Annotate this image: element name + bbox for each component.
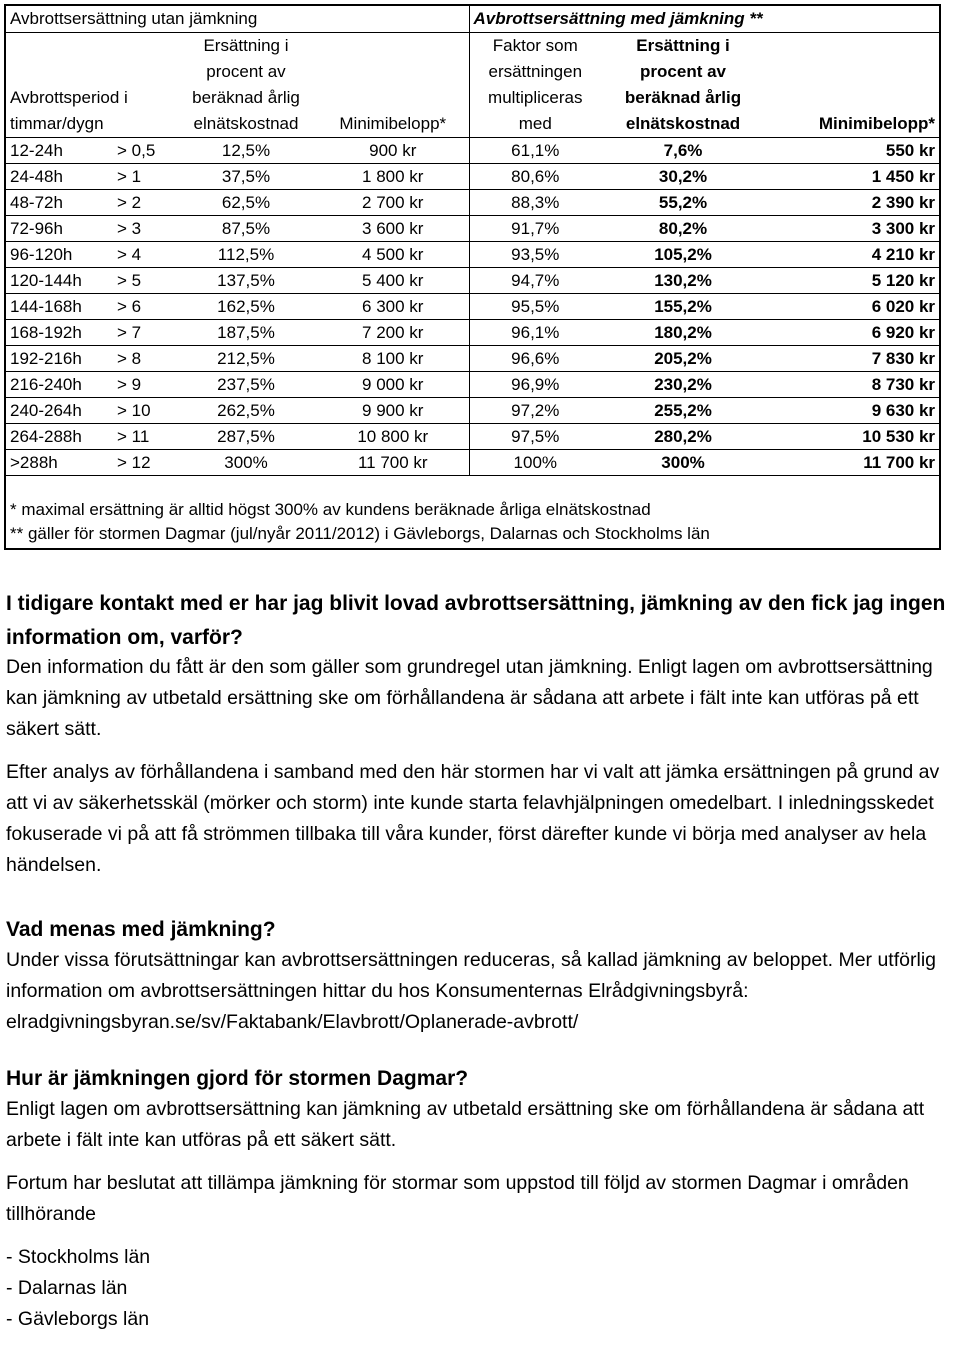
table-cell: 6 020 kr	[765, 294, 940, 320]
table-cell: 4 210 kr	[765, 242, 940, 268]
answer-paragraph: Under vissa förutsättningar kan avbrottsersättningen reduceras, så kallad jämkning av beloppet. Mer utförlig information om avbrottsersättningen hittar du hos Konsumenternas Elrådgivningsbyrå: elradgivningsbyran.se/sv/Faktabank/Elavbrott/Oplanerade-avbrott/	[6, 949, 936, 1033]
header-line: Minimibelopp*	[339, 114, 447, 133]
table-cell: 11 700 kr	[317, 450, 469, 476]
table-cell: 162,5%	[175, 294, 317, 320]
header-line: elnätskostnad	[193, 114, 299, 133]
table-cell: 30,2%	[601, 164, 765, 190]
table-cell: 7,6%	[601, 138, 765, 164]
question-what-is-adjustment: Vad menas med jämkning?	[6, 918, 276, 941]
header-line: Ersättning i	[636, 36, 730, 55]
table-cell: 94,7%	[469, 268, 601, 294]
table-cell: 1 800 kr	[317, 164, 469, 190]
table-cell: 5 400 kr	[317, 268, 469, 294]
table-cell: > 5	[105, 268, 175, 294]
table-cell: 48-72h	[5, 190, 105, 216]
column-header-row	[5, 33, 940, 138]
table-cell: 240-264h	[5, 398, 105, 424]
table-cell: > 1	[105, 164, 175, 190]
section-with-adjustment: Avbrottsersättning med jämkning **	[469, 5, 940, 33]
table-cell: 180,2%	[601, 320, 765, 346]
table-row	[5, 320, 940, 346]
header-line: ersättningen	[488, 62, 583, 81]
table-cell: 230,2%	[601, 372, 765, 398]
table-cell: > 10	[105, 398, 175, 424]
header-hours	[105, 33, 175, 138]
table-cell: 2 700 kr	[317, 190, 469, 216]
table-cell: 105,2%	[601, 242, 765, 268]
table-cell: 80,6%	[469, 164, 601, 190]
table-cell: 37,5%	[175, 164, 317, 190]
table-cell: 96,9%	[469, 372, 601, 398]
table-cell: 96-120h	[5, 242, 105, 268]
header-line: Ersättning i	[203, 36, 289, 55]
area-list-item: - Dalarnas län	[6, 1277, 128, 1299]
table-cell: 9 900 kr	[317, 398, 469, 424]
note-row	[5, 522, 940, 549]
header-line: Minimibelopp*	[818, 114, 936, 133]
table-cell: 87,5%	[175, 216, 317, 242]
header-line: procent av	[206, 62, 286, 81]
table-cell: 4 500 kr	[317, 242, 469, 268]
table-cell: 7 200 kr	[317, 320, 469, 346]
table-cell: 144-168h	[5, 294, 105, 320]
question-how-adjusted: Hur är jämkningen gjord för stormen Dagmar?	[6, 1067, 469, 1090]
section-header-row	[5, 5, 940, 33]
table-row	[5, 164, 940, 190]
table-cell: 212,5%	[175, 346, 317, 372]
table-cell: 55,2%	[601, 190, 765, 216]
table-cell: 96,6%	[469, 346, 601, 372]
table-cell: 112,5%	[175, 242, 317, 268]
table-cell: 2 390 kr	[765, 190, 940, 216]
table-cell: > 12	[105, 450, 175, 476]
table-cell: 24-48h	[5, 164, 105, 190]
table-cell: 900 kr	[317, 138, 469, 164]
table-cell: 1 450 kr	[765, 164, 940, 190]
table-cell: 550 kr	[765, 138, 940, 164]
table-cell: 216-240h	[5, 372, 105, 398]
table-cell: 205,2%	[601, 346, 765, 372]
header-line: multipliceras	[488, 88, 583, 107]
table-cell: 95,5%	[469, 294, 601, 320]
table-cell: 8 100 kr	[317, 346, 469, 372]
table-cell: > 9	[105, 372, 175, 398]
faq-section	[6, 587, 958, 1335]
header-min-amount	[317, 33, 469, 138]
footnote-max: * maximal ersättning är alltid högst 300% av kundens beräknade årliga elnätskostnad	[10, 500, 651, 519]
table-cell: 155,2%	[601, 294, 765, 320]
table-cell: 3 600 kr	[317, 216, 469, 242]
table-cell: 93,5%	[469, 242, 601, 268]
table-cell: > 7	[105, 320, 175, 346]
table-cell: 12,5%	[175, 138, 317, 164]
answer-paragraph: Efter analys av förhållandena i samband med den här stormen har vi valt att jämka ersättningen på grund av att vi av säkerhetsskäl (mörker och storm) inte kunde starta felavhjälpningen omedelbart. I inledningsskedet fokuserade vi på att få strömmen tillbaka till våra kunder, först därefter kunde vi börja med analyser av hela händelsen.	[6, 761, 940, 876]
table-body	[5, 138, 940, 476]
header-factor	[469, 33, 601, 138]
table-cell: 80,2%	[601, 216, 765, 242]
table-cell: 120-144h	[5, 268, 105, 294]
table-cell: >288h	[5, 450, 105, 476]
table-cell: 9 000 kr	[317, 372, 469, 398]
table-cell: 300%	[601, 450, 765, 476]
table-cell: 255,2%	[601, 398, 765, 424]
table-cell: > 11	[105, 424, 175, 450]
table-row	[5, 450, 940, 476]
table-cell: 100%	[469, 450, 601, 476]
header-line: procent av	[640, 62, 727, 81]
table-cell: 6 920 kr	[765, 320, 940, 346]
table-cell: 187,5%	[175, 320, 317, 346]
table-cell: > 3	[105, 216, 175, 242]
table-row	[5, 398, 940, 424]
compensation-table-container	[4, 4, 939, 550]
table-cell: > 2	[105, 190, 175, 216]
section-without-adjustment: Avbrottsersättning utan jämkning	[5, 5, 469, 33]
table-cell: 96,1%	[469, 320, 601, 346]
table-cell: > 0,5	[105, 138, 175, 164]
spacer-row	[5, 476, 940, 499]
header-line: Faktor som	[492, 36, 578, 55]
table-row	[5, 268, 940, 294]
table-row	[5, 216, 940, 242]
table-cell: > 4	[105, 242, 175, 268]
footnote-dagmar: ** gäller för stormen Dagmar (jul/nyår 2011/2012) i Gävleborgs, Dalarnas och Stockholms län	[10, 524, 710, 543]
table-cell: 61,1%	[469, 138, 601, 164]
header-period	[5, 33, 128, 138]
table-cell: 62,5%	[175, 190, 317, 216]
answer-paragraph: Enligt lagen om avbrottsersättning kan jämkning av utbetald ersättning ske om förhållandena är sådana att arbete i fält inte kan utföras på ett säkert sätt.	[6, 1098, 925, 1151]
table-cell: 91,7%	[469, 216, 601, 242]
table-cell: 97,2%	[469, 398, 601, 424]
area-list-item: - Gävleborgs län	[6, 1308, 150, 1330]
table-cell: 6 300 kr	[317, 294, 469, 320]
answer-paragraph: Fortum har beslutat att tillämpa jämkning för stormar som uppstod till följd av stormen Dagmar i områden tillhörande	[6, 1172, 909, 1225]
table-cell: 10 530 kr	[765, 424, 940, 450]
table-cell: 97,5%	[469, 424, 601, 450]
table-cell: 5 120 kr	[765, 268, 940, 294]
header-adjusted-percent	[601, 33, 765, 138]
answer-paragraph: Den information du fått är den som gäller som grundregel utan jämkning. Enligt lagen om avbrottsersättning kan jämkning av utbetald ersättning ske om förhållandena är sådana att arbete i fält inte kan utföras på ett säkert sätt.	[6, 656, 933, 740]
table-cell: 168-192h	[5, 320, 105, 346]
header-line: beräknad årlig	[624, 88, 742, 107]
header-line: elnätskostnad	[625, 114, 741, 133]
table-cell: 287,5%	[175, 424, 317, 450]
table-cell: 280,2%	[601, 424, 765, 450]
header-adjusted-min-amount	[765, 33, 940, 138]
table-cell: 3 300 kr	[765, 216, 940, 242]
table-cell: 72-96h	[5, 216, 105, 242]
table-cell: 237,5%	[175, 372, 317, 398]
table-cell: 192-216h	[5, 346, 105, 372]
table-cell: 8 730 kr	[765, 372, 940, 398]
header-line: Avbrottsperiod i	[10, 88, 128, 107]
table-row	[5, 372, 940, 398]
area-list-item: - Stockholms län	[6, 1246, 151, 1268]
table-row	[5, 346, 940, 372]
table-cell: 88,3%	[469, 190, 601, 216]
table-row	[5, 424, 940, 450]
table-cell: 7 830 kr	[765, 346, 940, 372]
table-row	[5, 294, 940, 320]
header-line: beräknad årlig	[192, 88, 300, 107]
note-row	[5, 498, 940, 522]
table-cell: 11 700 kr	[765, 450, 940, 476]
table-row	[5, 242, 940, 268]
table-cell: 12-24h	[5, 138, 105, 164]
table-cell: > 8	[105, 346, 175, 372]
header-line: timmar/dygn	[10, 114, 104, 133]
table-cell: 10 800 kr	[317, 424, 469, 450]
compensation-table	[4, 4, 941, 550]
table-row	[5, 138, 940, 164]
table-cell: 137,5%	[175, 268, 317, 294]
header-percent	[175, 33, 317, 138]
table-cell: 262,5%	[175, 398, 317, 424]
table-cell: 130,2%	[601, 268, 765, 294]
header-line: med	[518, 114, 552, 133]
question-previous-contact: I tidigare kontakt med er har jag blivit lovad avbrottsersättning, jämkning av den fick jag ingen information om, varför?	[6, 592, 946, 649]
table-cell: 264-288h	[5, 424, 105, 450]
table-cell: 300%	[175, 450, 317, 476]
table-cell: 9 630 kr	[765, 398, 940, 424]
table-cell: > 6	[105, 294, 175, 320]
table-row	[5, 190, 940, 216]
